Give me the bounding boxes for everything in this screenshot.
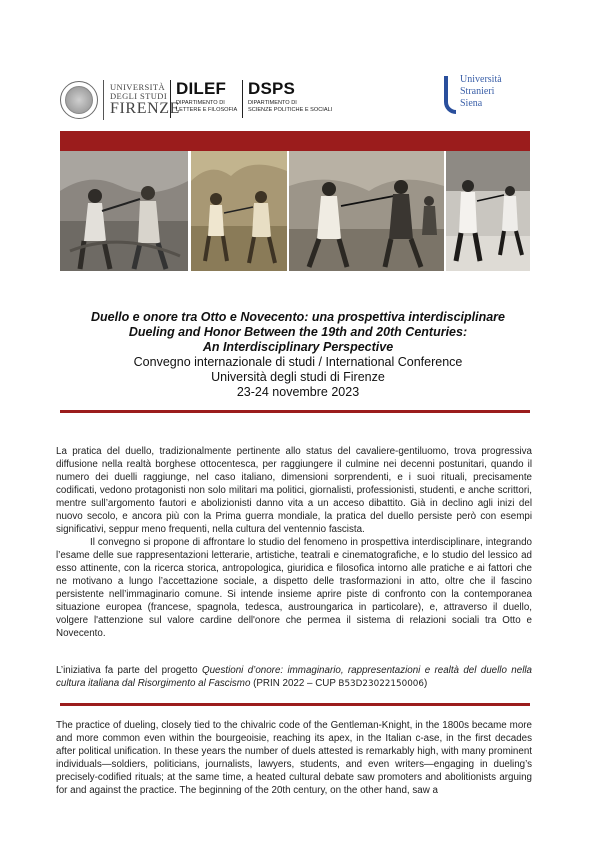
banner-red-bar <box>60 131 530 151</box>
english-description <box>56 719 532 797</box>
conference-type: Convegno internazionale di studi / International Conference <box>133 355 463 369</box>
duel-engraving-1 <box>60 151 188 271</box>
title-italian: Duello e onore tra Otto e Novecento: una prospettiva interdisciplinare <box>91 310 505 324</box>
dilef-logo <box>170 80 237 118</box>
paragraph-english: The practice of dueling, closely tied to the chivalric code of the Gentleman-Knight, in the 1800s became more and more common even within the bourgeoisie, reaching its apex, in the Italian c-ase, in the first decades after political unification. In these years the number of duels attested is remarkably high, with many prominent individuals—soldiers, politicians, journalists, lawyers, students, and even writers—engaging in dueling’s precisely-codified rituals; at the same time, a heated cultural debate saw promoters and abolitionists arguing for and against the practice. The beginning of the 20th century, on the other hand, saw a <box>56 720 532 796</box>
conference-dates: 23-24 novembre 2023 <box>236 385 360 399</box>
dsps-name: DSPS <box>248 79 296 98</box>
note-suffix: (PRIN 2022 – CUP <box>250 678 339 689</box>
dsps-line2: SCIENZE POLITICHE E SOCIALI <box>248 106 333 113</box>
unifi-line1: UNIVERSITÀ <box>110 82 165 92</box>
logo-divider <box>103 80 104 120</box>
divider-rule-2 <box>60 703 530 706</box>
duel-photo-4 <box>446 151 530 271</box>
dilef-line2: LETTERE E FILOSOFIA <box>176 106 238 113</box>
stranieri-line3: Siena <box>460 98 483 109</box>
conference-venue: Università degli studi di Firenze <box>211 370 385 384</box>
dilef-name: DILEF <box>176 79 227 98</box>
project-note <box>56 664 532 691</box>
divider-rule <box>60 410 530 413</box>
dsps-logo <box>242 80 332 118</box>
title-english-line1: Dueling and Honor Between the 19th and 20th Centuries: <box>128 325 468 339</box>
duel-engraving-3 <box>289 151 444 271</box>
project-title: Questioni d’onore: immaginario, rappresentazioni e realtà del duello nella cultura italiana dal Risorgimento al Fascismo <box>56 665 532 689</box>
italian-description <box>56 445 532 640</box>
unifi-logo <box>60 78 180 122</box>
duel-engraving-2 <box>191 151 287 271</box>
dilef-line1: DIPARTIMENTO DI <box>176 100 225 106</box>
note-end: ) <box>424 678 428 689</box>
stranieri-line2: Stranieri <box>460 86 495 97</box>
note-prefix: L’iniziativa fa parte del progetto <box>56 665 202 676</box>
unifi-line2: DEGLI STUDI <box>110 90 168 101</box>
title-english-line2: An Interdisciplinary Perspective <box>202 340 394 354</box>
header-logos <box>60 72 540 128</box>
paragraph-2: Il convegno si propone di affrontare lo studio del fenomeno in prospettiva interdisciplinare, integrando l’esame delle sue rappresentazioni letterarie, artistiche, teatrali e cinematografiche, e lo studio del lessico ad esso attinente, con la ricerca storica, antropologica, giuridica e filosofica intorno alle pratiche e ai fattori che ne motivano a lungo l’accettazione sociale, a dispetto delle trasformazioni in atto, oltre che il fascino persistente nell’immaginario comune. Si intende insieme aprire piste di confronto con la contemporanea situazione europea (francese, spagnola, tedesca, austroungarica in particolare), e, attraverso il duello, volgere l'attenzione sul valore cardine dell'onore che permea il sistema di relazioni sociali tra Otto e Novecento. <box>56 537 532 639</box>
university-seal-icon <box>60 81 98 119</box>
project-note-text <box>56 664 532 691</box>
stranieri-line1: Università <box>460 74 502 85</box>
banner-images <box>60 151 530 271</box>
dsps-line1: DIPARTIMENTO DI <box>248 100 297 106</box>
stranieri-siena-logo <box>444 74 524 118</box>
conference-title-block <box>56 310 540 400</box>
cup-code: B53D23022150006 <box>338 679 424 689</box>
stranieri-arc-icon <box>444 76 456 114</box>
unifi-line3: FIRENZE <box>110 100 180 117</box>
paragraph-1: La pratica del duello, tradizionalmente pertinente allo status del cavaliere-gentiluomo, trova progressiva diffusione nella realtà borghese ottocentesca, per raggiungere il culmine nei decenni postunitari, quando il numero dei duelli raggiunge, nel caso italiano, dimensioni sorprendenti, e i suoi rituali, precisamente codificati, vedono protagonisti non solo militari ma politici, giornalisti, professionisti, studenti, e anche scrittori, mentre sull’argomento fautori e abolizionisti danno vita a un acceso dibattito. Già in declino agli inizi del nuovo secolo, e ancora più con la Prima guerra mondiale, la pratica del duello persiste però con esempi significativi, seppur meno frequenti, nella cultura del ventennio fascista. <box>56 446 532 535</box>
